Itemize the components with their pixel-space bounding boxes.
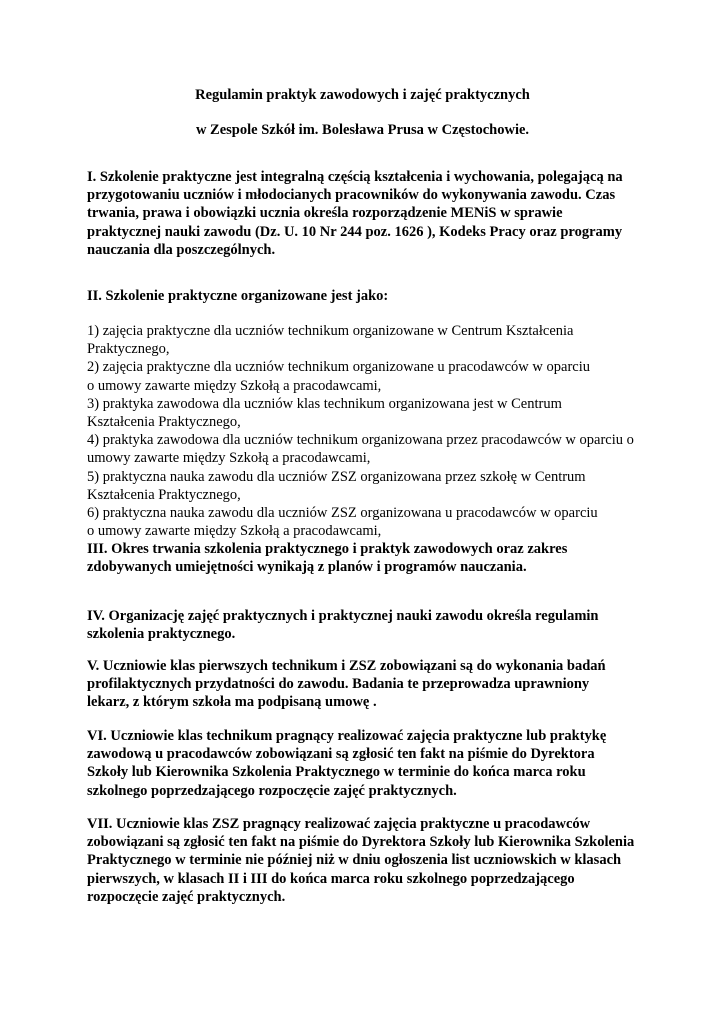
section-6-line: zawodową u pracodawców zobowiązani są zgłosić ten fakt na piśmie do Dyrektora	[87, 746, 595, 763]
section-6	[87, 727, 647, 800]
section-7-line: zobowiązani są zgłosić ten fakt na piśmie do Dyrektora Szkoły lub Kierownika Szkolenia	[87, 834, 635, 851]
section-1-line: nauczania dla poszczególnych.	[87, 241, 276, 258]
section-2-list-line: o umowy zawarte między Szkołą a pracodawcami,	[87, 377, 382, 394]
section-5-line: profilaktycznych przydatności do zawodu. Badania te przeprowadza uprawniony	[87, 676, 590, 693]
section-3	[87, 540, 647, 576]
section-1-line: I. Szkolenie praktyczne jest integralną częścią kształcenia i wychowania, polegającą na	[87, 169, 623, 185]
section-3-line: zdobywanych umiejętności wynikają z planów i programów nauczania.	[87, 559, 527, 576]
section-5	[87, 657, 647, 712]
section-1	[87, 168, 647, 259]
section-2-list-line: 2) zajęcia praktyczne dla uczniów technikum organizowane u pracodawców w oparciu	[87, 359, 590, 376]
section-2-list-line: 4) praktyka zawodowa dla uczniów technikum organizowana przez pracodawców w oparciu o	[87, 432, 634, 449]
section-2-list-line: umowy zawarte między Szkołą a pracodawcami,	[87, 450, 371, 467]
section-2-list-line: o umowy zawarte między Szkołą a pracodawcami,	[87, 523, 382, 540]
section-4-line: IV. Organizację zajęć praktycznych i praktycznej nauki zawodu określa regulamin	[87, 608, 599, 624]
section-6-line: VI. Uczniowie klas technikum pragnący realizować zajęcia praktyczne lub praktykę	[87, 728, 607, 744]
section-2-list-line: Kształcenia Praktycznego,	[87, 486, 241, 503]
section-2-list-line: Praktycznego,	[87, 341, 170, 358]
section-3-line: III. Okres trwania szkolenia praktycznego i praktyk zawodowych oraz zakres	[87, 541, 568, 557]
section-5-line: V. Uczniowie klas pierwszych technikum i ZSZ zobowiązani są do wykonania badań	[87, 658, 606, 674]
section-7-line: pierwszych, w klasach II i III do końca marca roku szkolnego poprzedzającego	[87, 870, 575, 887]
section-7-line: rozpoczęcie zajęć praktycznych.	[87, 888, 286, 905]
section-4	[87, 607, 647, 643]
section-7-line: Praktycznego w terminie nie później niż w dniu ogłoszenia list uczniowskich w klasach	[87, 852, 622, 869]
section-2-list-line: 6) praktyczna nauka zawodu dla uczniów ZSZ organizowana u pracodawców w oparciu	[87, 505, 598, 522]
section-4-line: szkolenia praktycznego.	[87, 626, 236, 643]
section-2-list	[87, 322, 647, 540]
section-7	[87, 815, 647, 906]
section-2-heading: II. Szkolenie praktyczne organizowane jest jako:	[87, 288, 389, 304]
section-2-list-line: 5) praktyczna nauka zawodu dla uczniów ZSZ organizowana przez szkołę w Centrum	[87, 468, 586, 485]
section-2-list-line: 1) zajęcia praktyczne dla uczniów technikum organizowane w Centrum Kształcenia	[87, 323, 574, 339]
section-5-line: lekarz, z którym szkoła ma podpisaną umowę .	[87, 694, 377, 711]
section-6-line: szkolnego poprzedzającego rozpoczęcie zajęć praktycznych.	[87, 782, 457, 799]
section-7-line: VII. Uczniowie klas ZSZ pragnący realizować zajęcia praktyczne u pracodawców	[87, 816, 591, 832]
document-title-line1: Regulamin praktyk zawodowych i zajęć praktycznych	[195, 87, 530, 103]
section-2-list-line: 3) praktyka zawodowa dla uczniów klas technikum organizowana jest w Centrum	[87, 395, 562, 412]
section-2-list-line: Kształcenia Praktycznego,	[87, 414, 241, 431]
document-title-line2: w Zespole Szkół im. Bolesława Prusa w Częstochowie.	[195, 122, 530, 138]
section-1-line: przygotowaniu uczniów i młodocianych pracowników do wykonywania zawodu. Czas	[87, 187, 616, 204]
section-1-line: praktycznej nauki zawodu (Dz. U. 10 Nr 244 poz. 1626 ), Kodeks Pracy oraz programy	[87, 223, 623, 240]
section-6-line: Szkoły lub Kierownika Szkolenia Praktycznego w terminie do końca marca roku	[87, 764, 586, 781]
section-1-line: trwania, prawa i obowiązki ucznia określa rozporządzenie MENiS w sprawie	[87, 205, 563, 222]
